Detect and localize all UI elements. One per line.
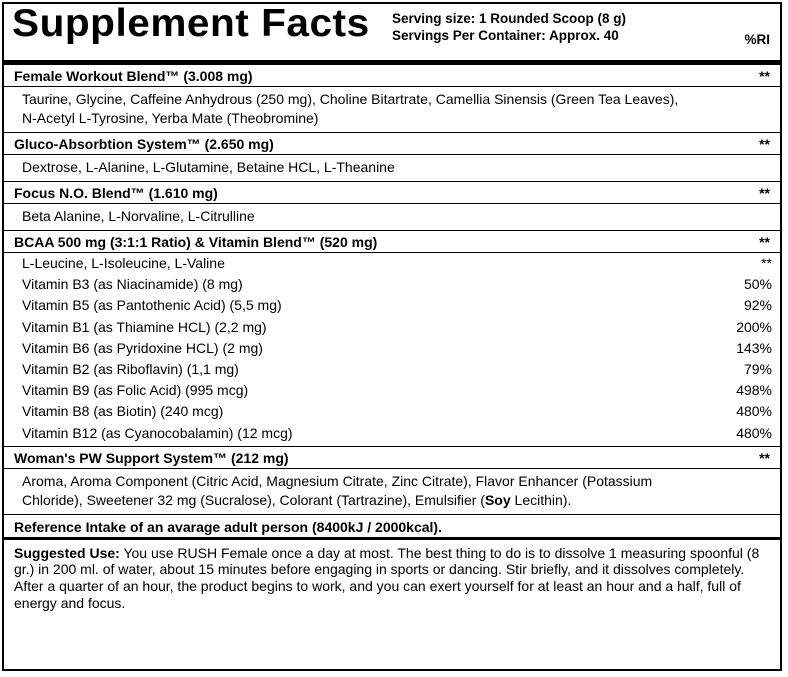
vitamin-name: Vitamin B6 (as Pyridoxine HCL) (2 mg)	[22, 339, 263, 356]
vitamin-ri: 480%	[736, 424, 772, 441]
suggested-use-text: You use RUSH Female once a day at most. The best thing to do is to dissolve 1 measuring spoonful (8 gr.) in 200 ml. of water, about 15 minutes before engaging in sports or dancing. Stir briefly, and it dissolves completely. After a quarter of an hour, the product begins to work, and you can exert yourself for at least an hour and a half, full of energy and focus.	[14, 544, 760, 612]
blend-ingredients-female-workout	[4, 87, 780, 133]
blend-ingredients-focus-no	[4, 204, 780, 231]
blend-name: Focus N.O. Blend™ (1.610 mg)	[14, 185, 218, 201]
reference-intake: Reference Intake of an avarage adult person (8400kJ / 2000kcal).	[4, 515, 780, 540]
blend-name: Female Workout Blend™ (3.008 mg)	[14, 68, 253, 84]
blend-name: Gluco-Absorbtion System™ (2.650 mg)	[14, 136, 274, 152]
vitamin-ri: 200%	[736, 318, 772, 335]
vitamin-name: Vitamin B12 (as Cyanocobalamin) (12 mcg)	[22, 424, 293, 441]
blend-header-focus-no	[4, 182, 780, 204]
vitamin-name: L-Leucine, L-Isoleucine, L-Valine	[22, 255, 225, 271]
vitamin-ri: 143%	[736, 339, 772, 356]
ingredients-line: N-Acetyl L-Tyrosine, Yerba Mate (Theobromine)	[22, 110, 319, 126]
blend-name: BCAA 500 mg (3:1:1 Ratio) & Vitamin Blend™ (520 mg)	[14, 234, 378, 250]
blend-header-pw-support	[4, 447, 780, 469]
blend-ri: **	[759, 449, 770, 466]
blend-ingredients-gluco-absorbtion	[4, 155, 780, 182]
blend-ri: **	[759, 185, 770, 201]
vitamin-ri: 480%	[736, 403, 772, 420]
servings-per-container: Servings Per Container: Approx. 40	[392, 28, 619, 43]
blend-header-bcaa-vitamin	[4, 231, 780, 253]
blend-header-gluco-absorbtion	[4, 133, 780, 155]
vitamin-ri: 50%	[743, 276, 772, 293]
vitamin-name: Vitamin B8 (as Biotin) (240 mcg)	[22, 403, 224, 420]
supplement-facts-label	[2, 2, 782, 671]
ingredients-line: Aroma, Aroma Component (Citric Acid, Magnesium Citrate, Zinc Citrate), Flavor Enhancer (Potassium	[22, 472, 653, 489]
vitamin-row	[22, 295, 772, 316]
vitamin-row	[22, 359, 772, 380]
blend-ri: **	[759, 234, 770, 250]
blend-ingredients-pw-support	[4, 469, 780, 515]
ingredients-text: Chloride), Sweetener 32 mg (Sucralose), Colorant (Tartrazine), Emulsifier (	[22, 491, 485, 508]
ingredients-line	[22, 491, 772, 510]
vitamin-name: Vitamin B2 (as Riboflavin) (1,1 mg)	[22, 360, 239, 377]
ingredients-line: Dextrose, L-Alanine, L-Glutamine, Betaine HCL, L-Theanine	[22, 159, 395, 175]
serving-size: Serving size: 1 Rounded Scoop (8 g)	[392, 11, 627, 26]
ri-column-header: %RI	[744, 32, 770, 47]
vitamin-ri: 498%	[736, 382, 772, 399]
label-body	[4, 65, 780, 612]
vitamin-ri: 79%	[743, 360, 772, 377]
vitamin-row	[22, 274, 772, 295]
vitamin-list	[4, 253, 780, 447]
vitamin-name: Vitamin B9 (as Folic Acid) (995 mcg)	[22, 382, 249, 399]
vitamin-ri: **	[761, 255, 772, 271]
vitamin-ri: 92%	[743, 297, 772, 314]
vitamin-name: Vitamin B5 (as Pantothenic Acid) (5,5 mg)	[22, 297, 282, 314]
vitamin-name: Vitamin B1 (as Thiamine HCL) (2,2 mg)	[22, 318, 267, 335]
vitamin-row	[22, 317, 772, 338]
ingredients-text: Lecithin).	[510, 491, 572, 508]
vitamin-row	[22, 338, 772, 359]
vitamin-row	[22, 401, 772, 422]
vitamin-row	[22, 253, 772, 274]
blend-ri: **	[759, 68, 770, 84]
blend-ri: **	[759, 136, 770, 152]
vitamin-row	[22, 423, 772, 444]
ingredients-line: Beta Alanine, L-Norvaline, L-Citrulline	[22, 208, 255, 224]
vitamin-row	[22, 380, 772, 401]
label-title: Supplement Facts	[12, 2, 370, 45]
allergen-soy: Soy	[484, 491, 511, 508]
suggested-use	[4, 540, 780, 612]
blend-name: Woman's PW Support System™ (212 mg)	[14, 449, 289, 466]
vitamin-name: Vitamin B3 (as Niacinamide) (8 mg)	[22, 276, 243, 293]
serving-info	[392, 10, 626, 44]
suggested-use-label: Suggested Use:	[14, 544, 120, 561]
ingredients-line: Taurine, Glycine, Caffeine Anhydrous (250 mg), Choline Bitartrate, Camellia Sinensis (Green Tea Leaves),	[22, 91, 679, 107]
label-header	[4, 4, 780, 60]
blend-header-female-workout	[4, 65, 780, 87]
